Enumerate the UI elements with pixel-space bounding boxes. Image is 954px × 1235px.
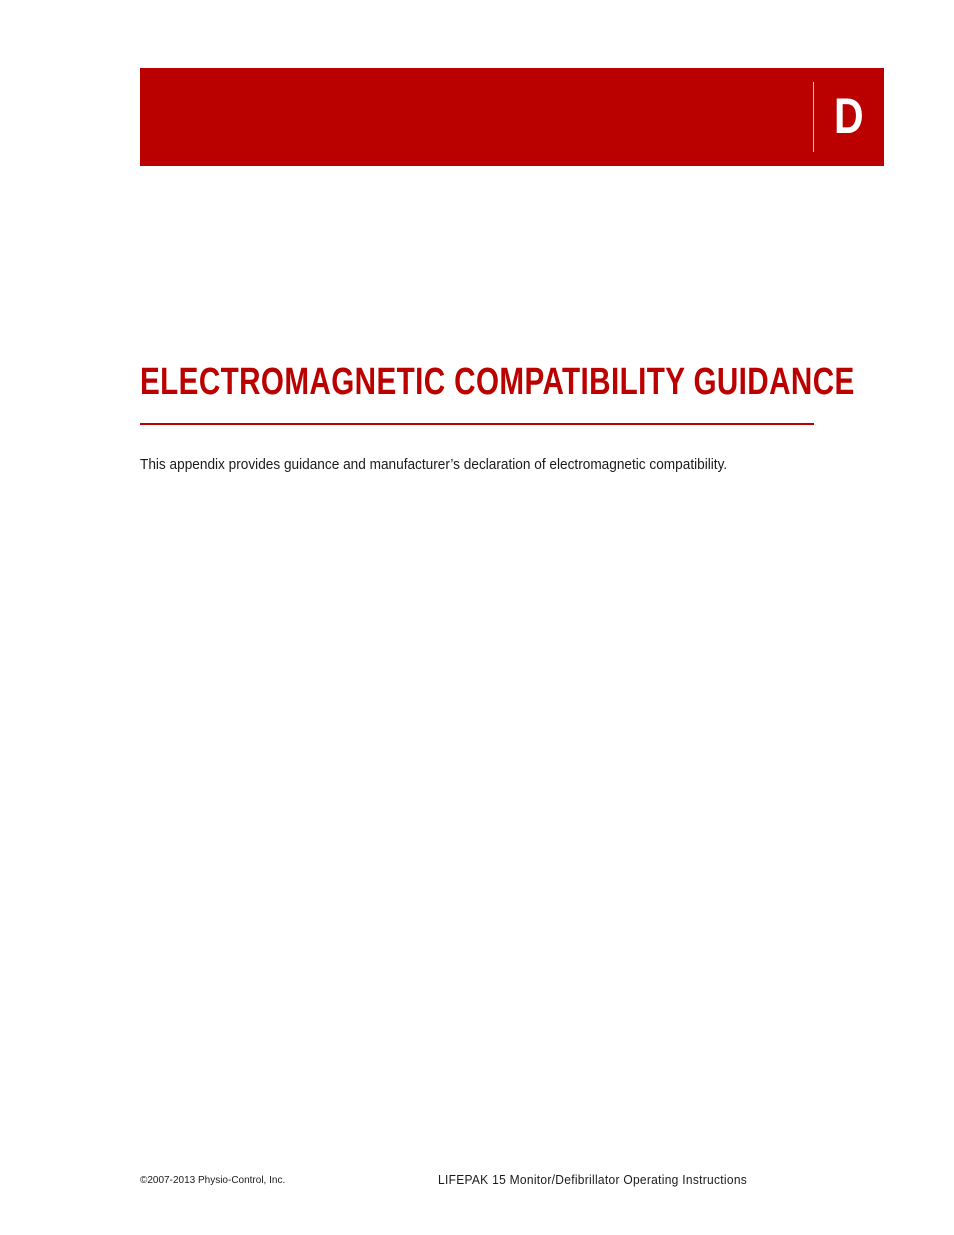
footer-document-title: LIFEPAK 15 Monitor/Defibrillator Operating Instructions xyxy=(438,1173,748,1187)
footer-copyright: ©2007-2013 Physio-Control, Inc. xyxy=(140,1175,286,1186)
page-title: ELECTROMAGNETIC COMPATIBILITY GUIDANCE xyxy=(140,361,855,403)
banner-divider xyxy=(813,82,814,152)
chapter-letter: D xyxy=(834,88,864,144)
intro-paragraph: This appendix provides guidance and manufacturer’s declaration of electromagnetic compatibility. xyxy=(140,457,728,473)
chapter-banner xyxy=(140,68,884,166)
title-underline xyxy=(140,423,814,425)
